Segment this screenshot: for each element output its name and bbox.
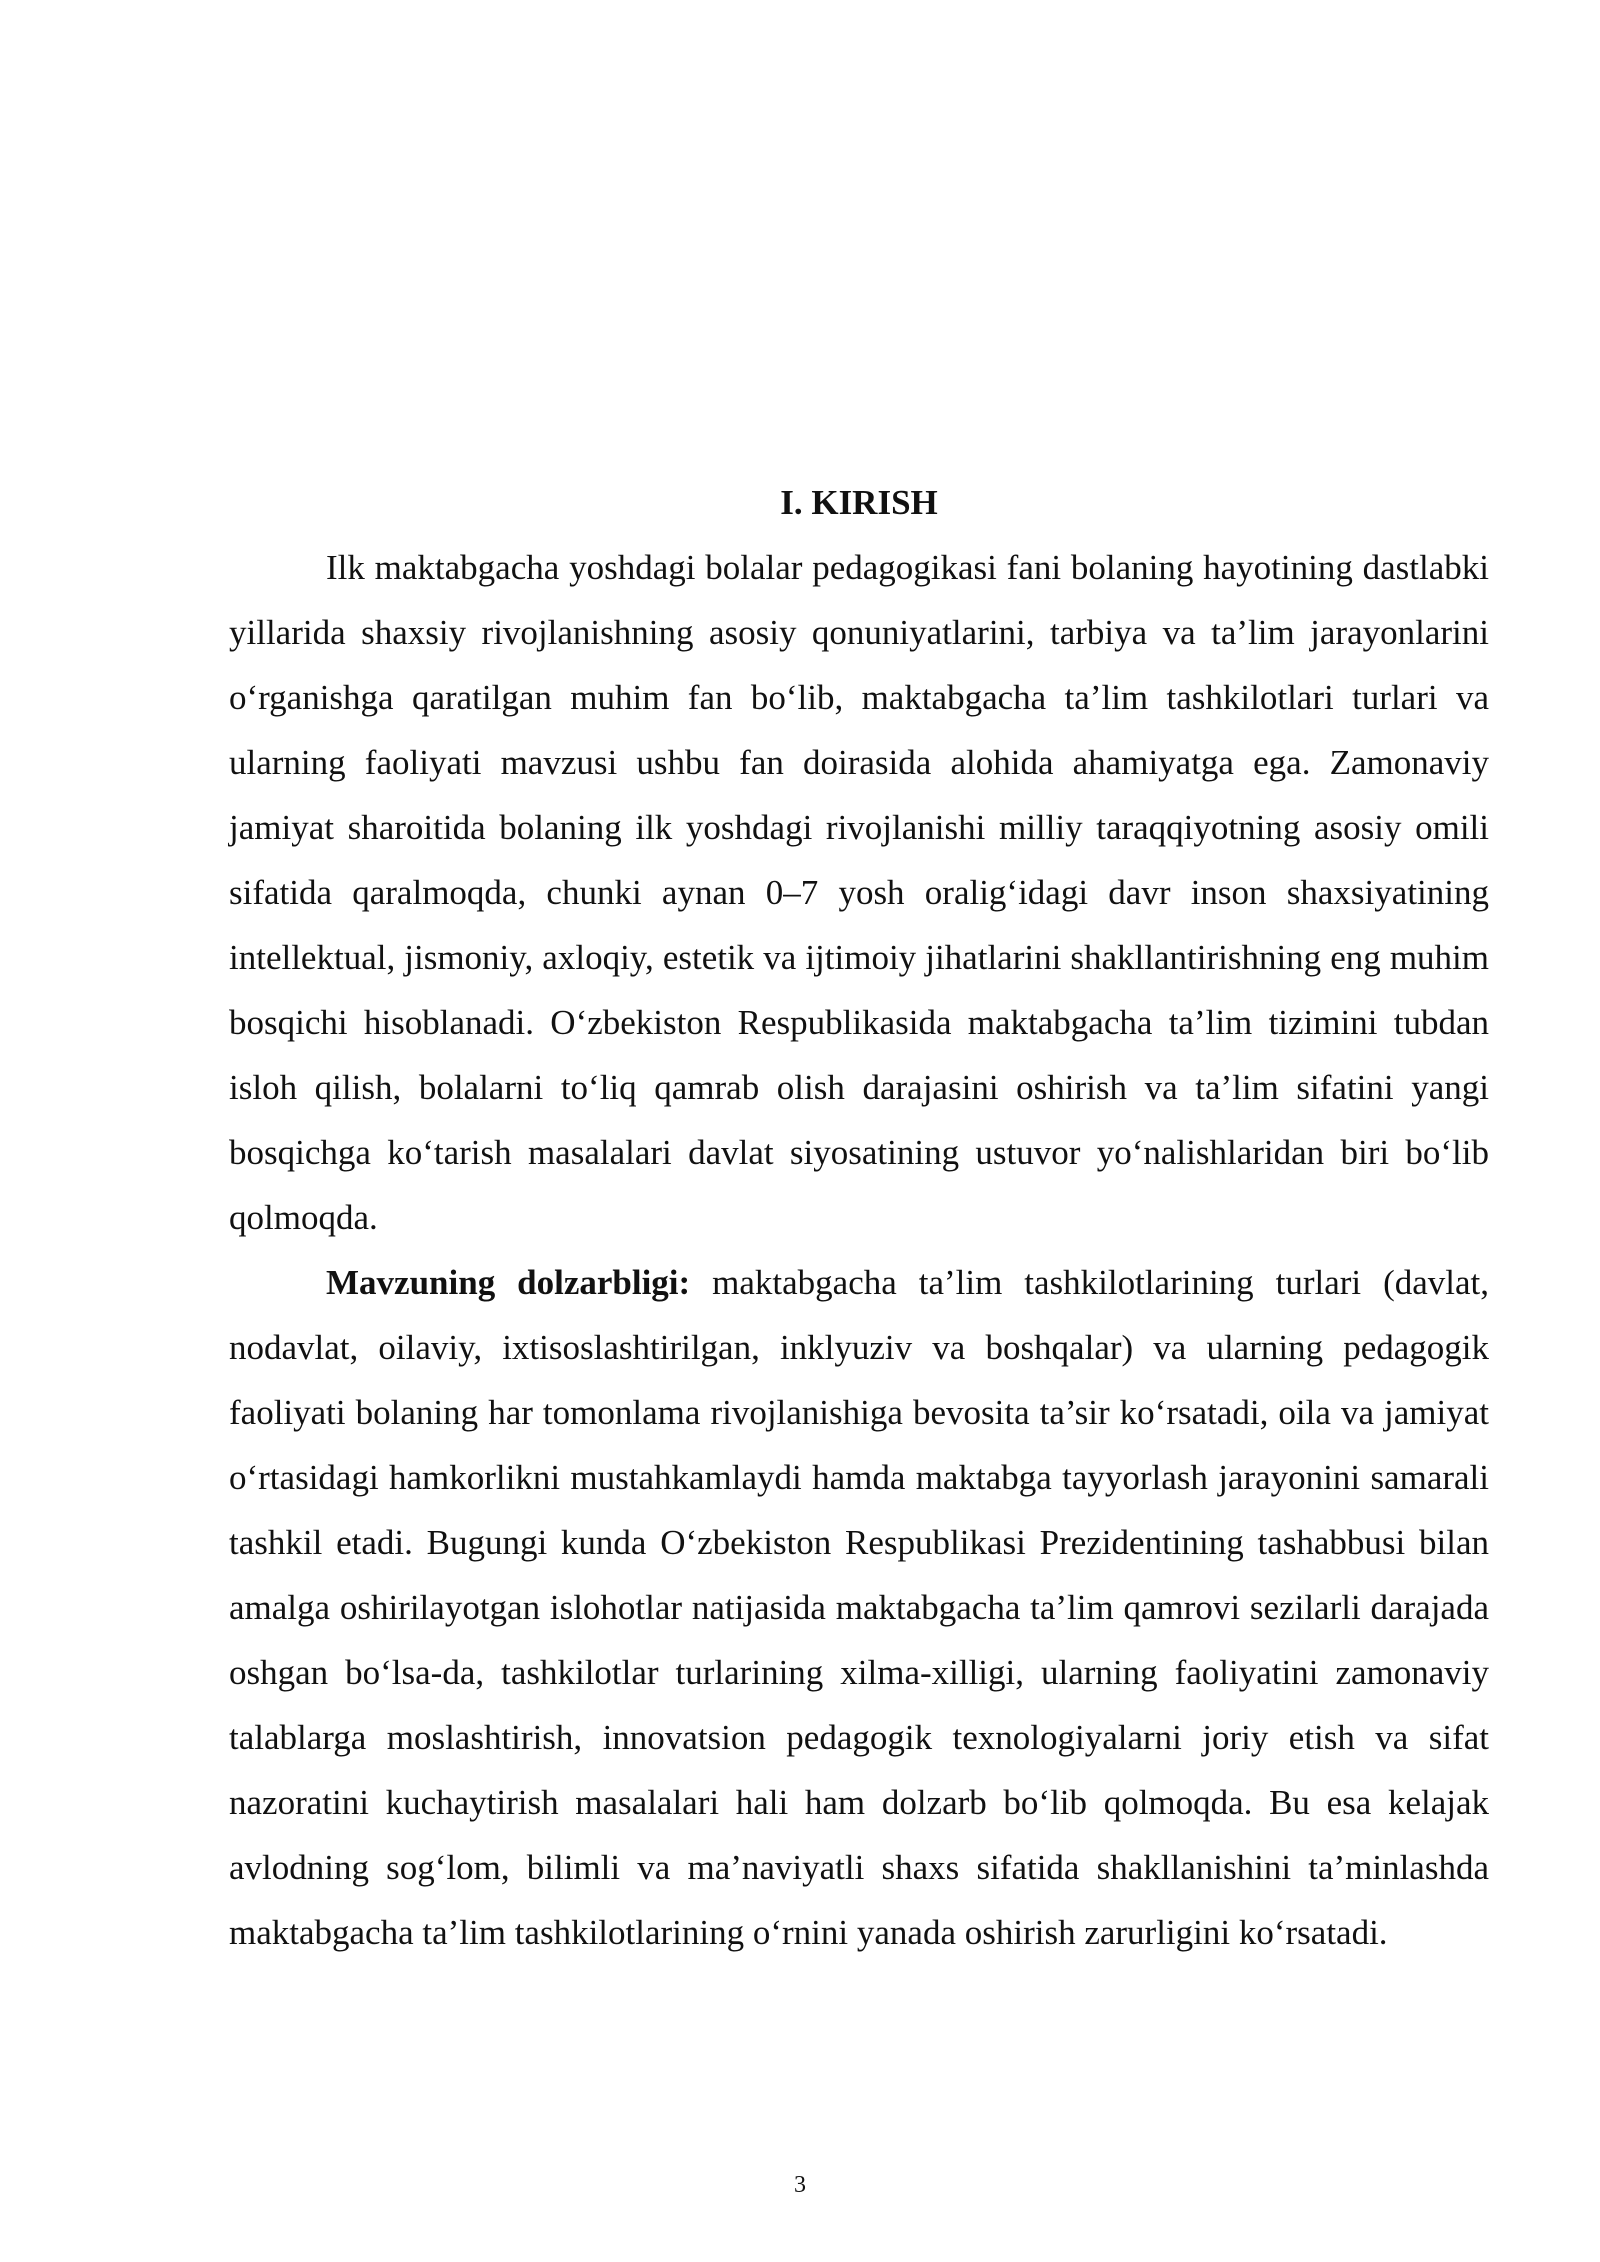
page-content [229, 470, 1489, 1965]
page-number: 3 [794, 2172, 806, 2198]
section-heading: I. KIRISH [780, 483, 938, 522]
intro-paragraph-text: Ilk maktabgacha yoshdagi bolalar pedagogikasi fani bolaning hayotining dastlabki yillarida shaxsiy rivojlanishning asosiy qonuniyatlarini, tarbiya va ta’lim jarayonlarini o‘rganishga qaratilgan muhim fan bo‘lib, maktabgacha ta’lim tashkilotlari turlari va ularning faoliyati mavzusi ushbu fan doirasida alohida ahamiyatga ega. Zamonaviy jamiyat sharoitida bolaning ilk yoshdagi rivojlanishi milliy taraqqiyotning asosiy omili sifatida qaralmoqda, chunki aynan 0–7 yosh oralig‘idagi davr inson shaxsiyatining intellektual, jismoniy, axloqiy, estetik va ijtimoiy jihatlarini shakllantirishning eng muhim bosqichi hisoblanadi. O‘zbekiston Respublikasida maktabgacha ta’lim tizimini tubdan isloh qilish, bolalarni to‘liq qamrab olish darajasini oshirish va ta’lim sifatini yangi bosqichga ko‘tarish masalalari davlat siyosatining ustuvor yo‘nalishlaridan biri bo‘lib qolmoqda. [229, 548, 1489, 1237]
relevance-paragraph-lead: Mavzuning dolzarbligi: [326, 1263, 691, 1302]
relevance-paragraph [229, 1250, 1489, 1965]
relevance-paragraph-text: maktabgacha ta’lim tashkilotlarining turlari (davlat, nodavlat, oilaviy, ixtisoslashtirilgan, inklyuziv va boshqalar) va ularning pedagogik faoliyati bolaning har tomonlama rivojlanishiga bevosita ta’sir ko‘rsatadi, oila va jamiyat o‘rtasidagi hamkorlikni mustahkamlaydi hamda maktabga tayyorlash jarayonini samarali tashkil etadi. Bugungi kunda O‘zbekiston Respublikasi Prezidentining tashabbusi bilan amalga oshirilayotgan islohotlar natijasida maktabgacha ta’lim qamrovi sezilarli darajada oshgan bo‘lsa-da, tashkilotlar turlarining xilma-xilligi, ularning faoliyatini zamonaviy talablarga moslashtirish, innovatsion pedagogik texnologiyalarni joriy etish va sifat nazoratini kuchaytirish masalalari hali ham dolzarb bo‘lib qolmoqda. Bu esa kelajak avlodning sog‘lom, bilimli va ma’naviyatli shaxs sifatida shakllanishini ta’minlashda maktabgacha ta’lim tashkilotlarining o‘rnini yanada oshirish zarurligini ko‘rsatadi. [229, 1263, 1490, 1952]
intro-paragraph [229, 535, 1489, 1250]
